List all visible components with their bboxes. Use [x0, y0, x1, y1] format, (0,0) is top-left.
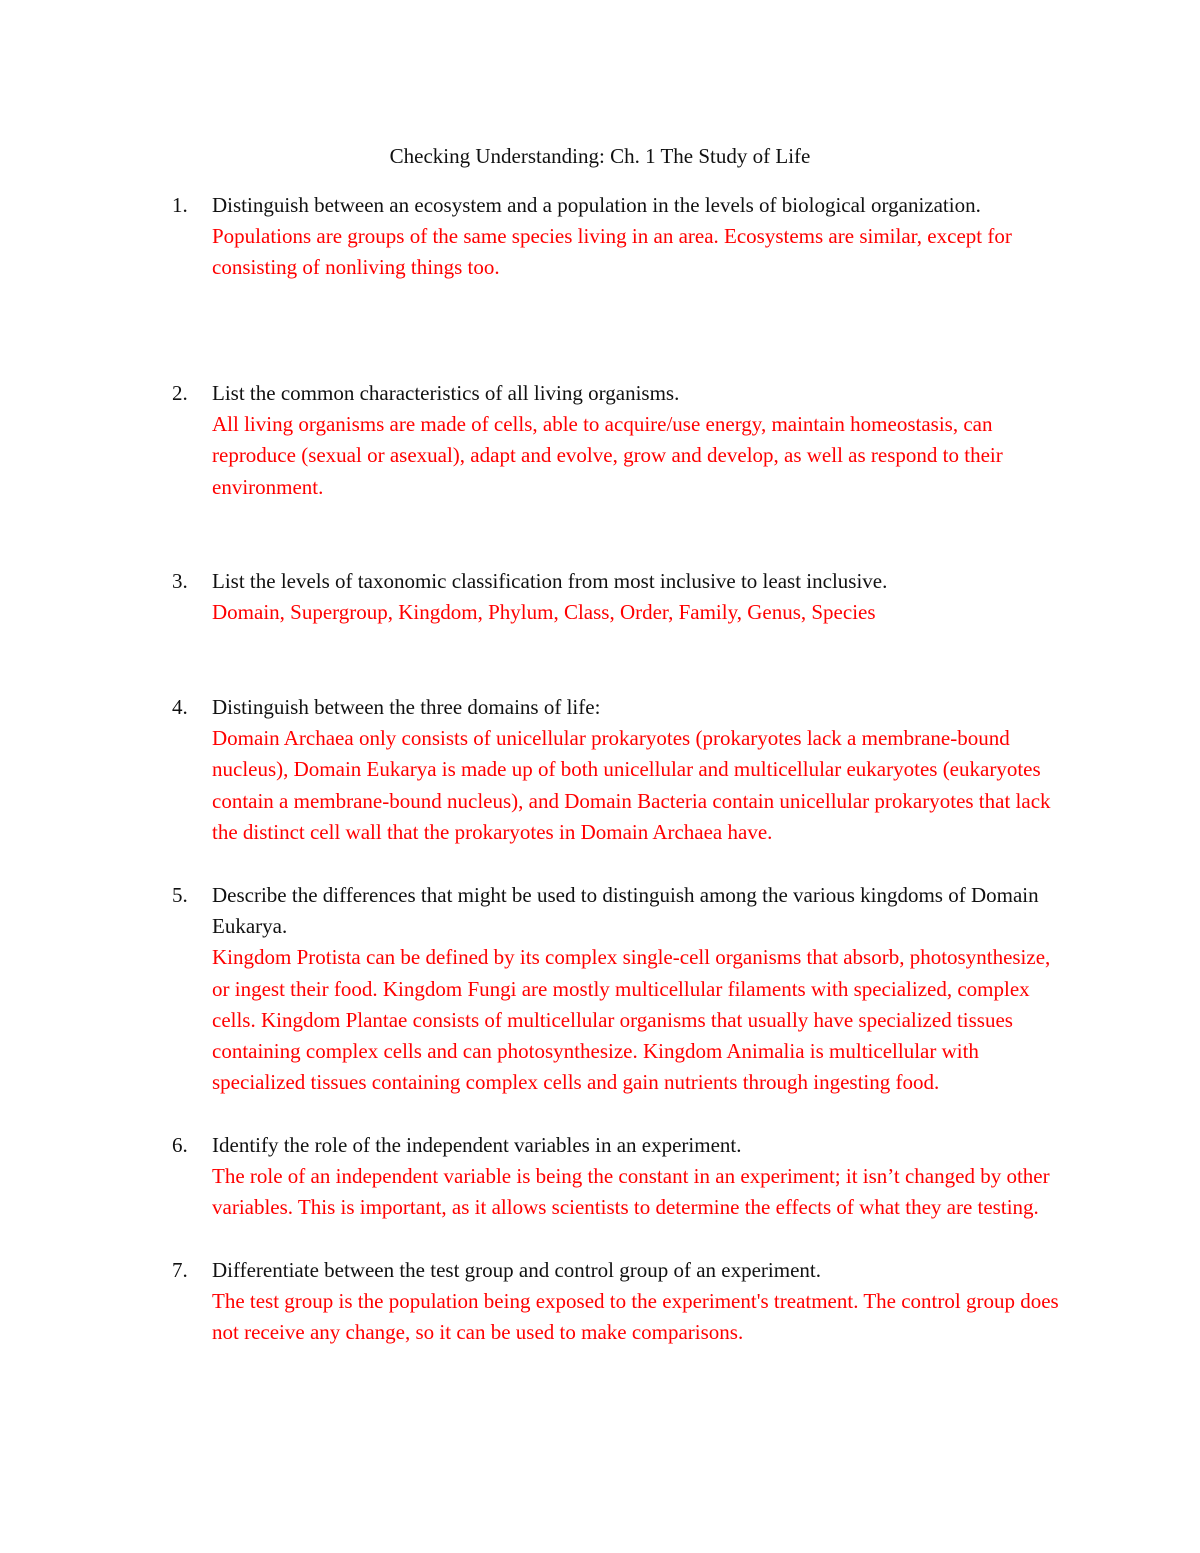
answer-text: The role of an independent variable is being the constant in an experiment; it isn’t changed by other variables. This is important, as it allows scientists to determine the effects of what they are testing.	[212, 1164, 1050, 1220]
item-number: 1.	[172, 193, 188, 217]
question-item-7	[172, 1255, 1072, 1349]
item-number: 3.	[172, 569, 188, 593]
answer-text: The test group is the population being exposed to the experiment's treatment. The control group does not receive any change, so it can be used to make comparisons.	[212, 1289, 1059, 1345]
question-text: Differentiate between the test group and control group of an experiment.	[212, 1258, 821, 1282]
question-item-4	[172, 692, 1072, 848]
answer-text: Kingdom Protista can be defined by its complex single-cell organisms that absorb, photosynthesize, or ingest their food. Kingdom Fungi are mostly multicellular filaments with specialized, complex cells. Kingdom Plantae consists of multicellular organisms that usually have specialized tissues containing complex cells and can photosynthesize. Kingdom Animalia is multicellular with specialized tissues containing complex cells and gain nutrients through ingesting food.	[212, 945, 1051, 1095]
question-text: List the levels of taxonomic classification from most inclusive to least inclusive.	[212, 569, 888, 593]
item-number: 5.	[172, 883, 188, 907]
question-text: Describe the differences that might be used to distinguish among the various kingdoms of Domain Eukarya.	[212, 883, 1039, 939]
answer-text: Domain Archaea only consists of unicellular prokaryotes (prokaryotes lack a membrane-bound nucleus), Domain Eukarya is made up of both unicellular and multicellular eukaryotes (eukaryotes contain a membrane-bound nucleus), and Domain Bacteria contain unicellular prokaryotes that lack the distinct cell wall that the prokaryotes in Domain Archaea have.	[212, 726, 1051, 844]
document-title: Checking Understanding: Ch. 1 The Study of Life	[389, 144, 811, 168]
answer-text: All living organisms are made of cells, able to acquire/use energy, maintain homeostasis, can reproduce (sexual or asexual), adapt and evolve, grow and develop, as well as respond to their environment.	[212, 412, 1003, 499]
question-text: Distinguish between an ecosystem and a population in the levels of biological organization.	[212, 193, 981, 217]
question-item-3	[172, 566, 1072, 628]
question-item-1	[172, 190, 1072, 284]
item-number: 7.	[172, 1258, 188, 1282]
item-number: 4.	[172, 695, 188, 719]
item-number: 6.	[172, 1133, 188, 1157]
question-item-6	[172, 1130, 1072, 1224]
answer-text: Populations are groups of the same species living in an area. Ecosystems are similar, except for consisting of nonliving things too.	[212, 224, 1012, 280]
question-text: List the common characteristics of all living organisms.	[212, 381, 680, 405]
question-text: Identify the role of the independent variables in an experiment.	[212, 1133, 742, 1157]
question-item-2	[172, 378, 1072, 503]
question-item-5	[172, 880, 1072, 1098]
question-text: Distinguish between the three domains of life:	[212, 695, 601, 719]
answer-text: Domain, Supergroup, Kingdom, Phylum, Class, Order, Family, Genus, Species	[212, 600, 876, 625]
item-number: 2.	[172, 381, 188, 405]
